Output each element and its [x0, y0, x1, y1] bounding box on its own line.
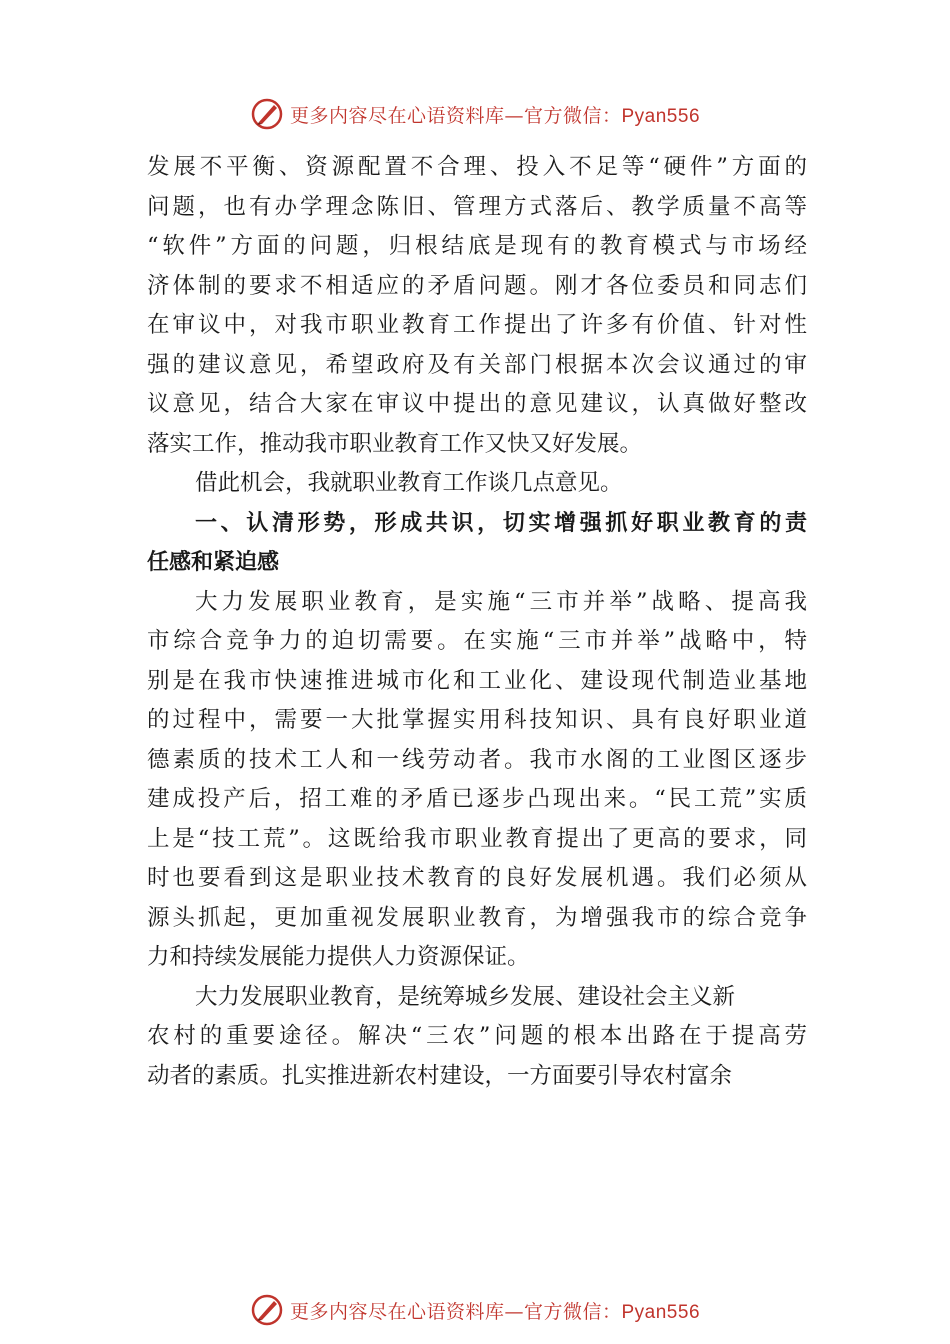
quill-logo-icon: [250, 97, 284, 131]
watermark-wechat-id: Pyan556: [621, 105, 701, 127]
watermark-header: [0, 94, 950, 134]
watermark-wechat-id: Pyan556: [621, 1301, 701, 1323]
body-line: 别是在我市快速推进城市化和工业化、建设现代制造业基地: [147, 667, 807, 694]
body-line: 源头抓起，更加重视发展职业教育，为增强我市的综合竞争: [147, 904, 807, 931]
watermark-footer: [0, 1290, 950, 1330]
body-line: 济体制的要求不相适应的矛盾问题。刚才各位委员和同志们: [147, 272, 807, 299]
watermark-text: 更多内容尽在心语资料库—官方微信：Pyan556: [289, 1300, 701, 1323]
body-line: 落实工作，推动我市职业教育工作又快又好发展。: [147, 430, 643, 457]
body-line: 借此机会，我就职业教育工作谈几点意见。: [195, 470, 623, 496]
body-line: 农村的重要途径。解决“三农”问题的根本出路在于提高劳: [147, 1023, 807, 1049]
body-line: 市综合竞争力的迫切需要。在实施“三市并举”战略中，特: [147, 628, 807, 654]
quill-logo-icon: [250, 1293, 284, 1327]
document-body: [147, 148, 807, 1096]
section-heading-continued: 任感和紧迫感: [147, 550, 280, 575]
body-line: 的过程中，需要一大批掌握实用科技知识、具有良好职业道: [147, 707, 807, 733]
body-line: 在审议中，对我市职业教育工作提出了许多有价值、针对性: [147, 312, 807, 338]
body-line: 动者的素质。扎实推进新农村建设，一方面要引导农村富余: [147, 1062, 733, 1089]
body-line: 大力发展职业教育，是统筹城乡发展、建设社会主义新: [195, 983, 736, 1010]
body-line: 时也要看到这是职业技术教育的良好发展机遇。我们必须从: [147, 865, 807, 891]
watermark-text: 更多内容尽在心语资料库—官方微信：Pyan556: [289, 104, 701, 127]
body-line: 建成投产后，招工难的矛盾已逐步凸现出来。“民工荒”实质: [147, 786, 807, 812]
body-line: “软件”方面的问题，归根结底是现有的教育模式与市场经: [147, 233, 807, 259]
body-line: 德素质的技术工人和一线劳动者。我市水阁的工业图区逐步: [147, 746, 807, 773]
body-line: 强的建议意见，希望政府及有关部门根据本次会议通过的审: [147, 351, 807, 378]
body-line: 议意见，结合大家在审议中提出的意见建议，认真做好整改: [147, 391, 807, 417]
section-heading: 一、认清形势，形成共识，切实增强抓好职业教育的责: [195, 510, 807, 536]
body-line: 力和持续发展能力提供人力资源保证。: [147, 944, 530, 970]
body-line: 上是“技工荒”。这既给我市职业教育提出了更高的要求，同: [147, 825, 807, 852]
body-line: 问题，也有办学理念陈旧、管理方式落后、教学质量不高等: [147, 193, 807, 220]
body-line: 发展不平衡、资源配置不合理、投入不足等“硬件”方面的: [147, 154, 807, 180]
body-line: 大力发展职业教育，是实施“三市并举”战略、提高我: [195, 588, 807, 615]
